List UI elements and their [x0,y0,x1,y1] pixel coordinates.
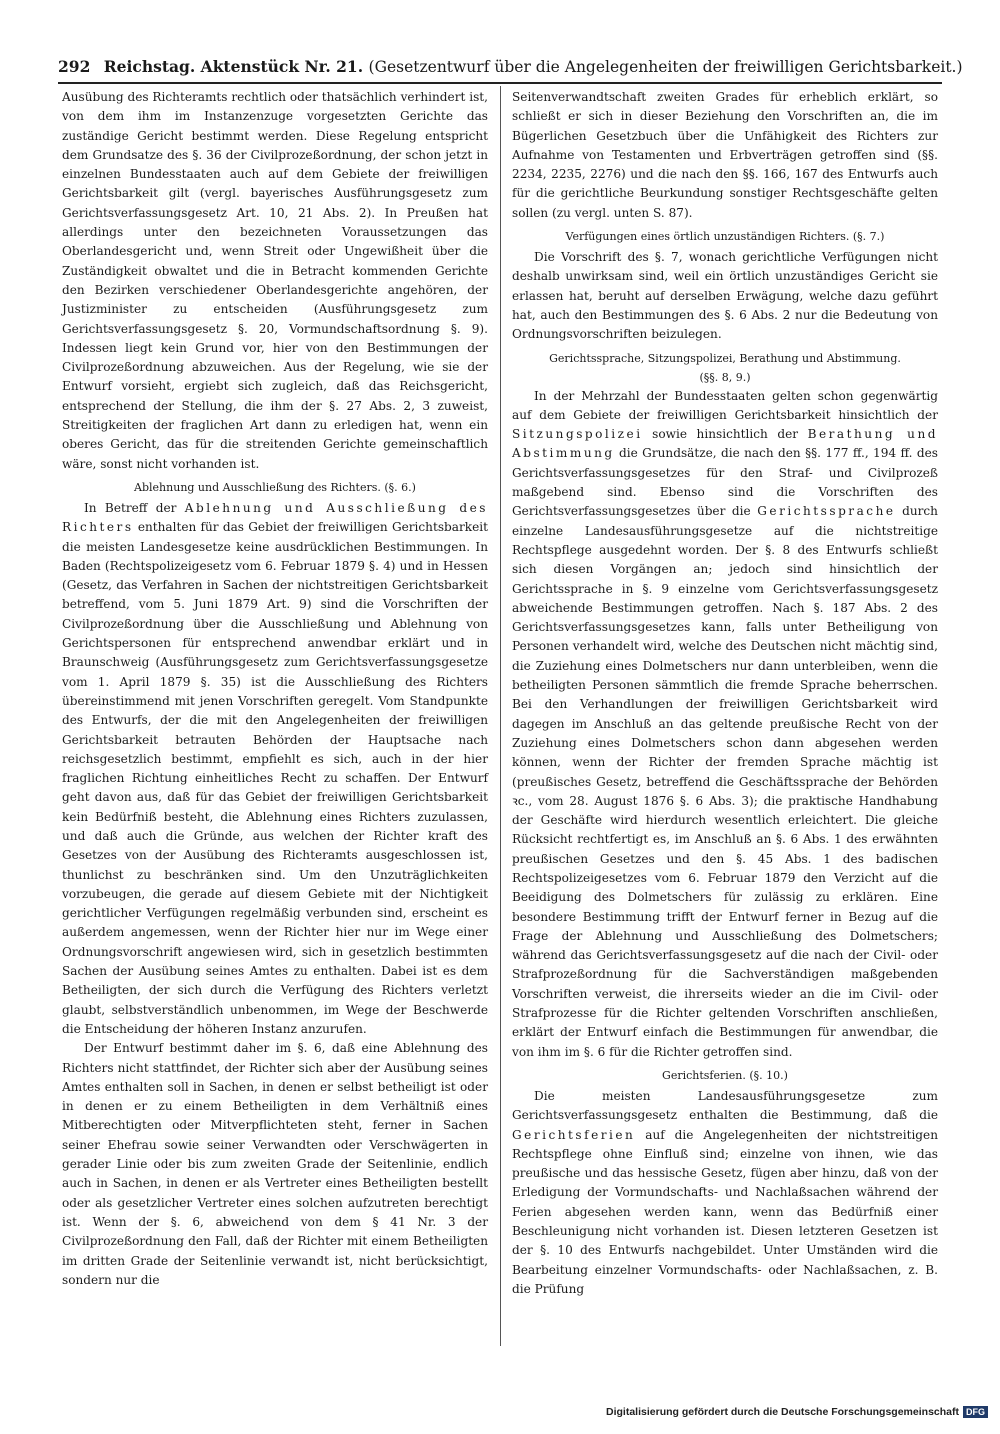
page-header [58,56,963,78]
paragraph: Der Entwurf bestimmt daher im §. 6, daß eine Ablehnung des Richters nicht stattfindet, der Richter sich aber der Ausübung seines Amtes enthalten soll in Sachen, in denen er selbst betheiligt ist oder in denen er zu einem Betheiligten in dem Verhältniß eines Mitberechtigten oder Mitverpflichteten steht, ferner in Sachen seiner Ehefrau sowie seiner Verwandten oder Verschwägerten in gerader Linie oder bis zum zweiten Grade der Seitenlinie, endlich auch in Sachen, in denen er als Vertreter eines Betheiligten bestellt oder als gesetzlicher Vertreter eines solchen aufzutreten berechtigt ist. Wenn der §. 6, abweichend von dem § 41 Nr. 3 der Civilprozeßordnung den Fall, daß der Richter mit einem Betheiligten im dritten Grade der Seitenlinie verwandt ist, nicht berücksichtigt, sondern nur die [62,1041,488,1287]
header-rule [58,82,942,84]
paragraph [512,1087,938,1299]
emphasized-text: Berathung und Abstimmung [512,427,938,461]
section-heading-line: Gerichtssprache, Sitzungspolizei, Berathung und Abstimmung. [549,351,901,365]
right-column [512,88,938,1299]
paragraph-text: die Grundsätze, die nach den §§. 177 ff., 194 ff. des Gerichtsverfassungsgesetzes für den Straf- und Civilprozeß maßgebend sind. Ebenso sind die Vorschriften des Gerichtsverfassungsgesetzes über die [512,446,938,519]
paragraph [62,499,488,1039]
credit-text: Digitalisierung gefördert durch die Deutsche Forschungsgemeinschaft [606,1406,959,1418]
section-heading: Ablehnung und Ausschließung des Richters. (§. 6.) [134,480,416,494]
left-column [62,88,488,1290]
section-heading [512,349,938,387]
section-heading: Verfügungen eines örtlich unzuständigen Richters. (§. 7.) [565,230,885,244]
paragraph: Ausübung des Richteramts rechtlich oder thatsächlich verhindert ist, von dem ihm im Instanzenzuge vorgesetzten Gerichte das zuständige Gericht bestimmt werden. Diese Regelung entspricht dem Grundsatze des §. 36 der Civilprozeßordnung, der schon jetzt in einzelnen Bundesstaaten auch auf dem Gebiete der freiwilligen Gerichtsbarkeit gilt (vergl. bayerisches Ausführungsgesetz zum Gerichtsverfassungsgesetz Art. 10, 21 Abs. 2). In Preußen hat allerdings unter den bezeichneten Voraussetzungen das Oberlandesgericht und, wenn Streit oder Ungewißheit über die Zuständigkeit obwaltet und die in Betracht kommenden Gerichte den Bezirken verschiedener Oberlandesgerichte angehören, der Justizminister zu entscheiden (Ausführungsgesetz zum Gerichtsverfassungsgesetz §. 20, Vormundschaftsordnung §. 9). Indessen liegt kein Grund vor, hier von den Bestimmungen der Civilprozeßordnung abzuweichen. Aus der Regelung, wie sie der Entwurf vorsieht, ergiebt sich zugleich, daß das Reichsgericht, entsprechend der Stellung, die ihm der §. 27 Abs. 2, 3 zuweist, Streitigkeiten der fraglichen Art dann zu erledigen hat, wenn ein oberes Gericht, das für die streitenden Gerichte gemeinschaftlich wäre, sonst nicht vorhanden ist. [62,90,488,471]
page-title: Reichstag. Aktenstück Nr. 21. [103,57,364,76]
section-heading: Gerichtsferien. (§. 10.) [662,1068,788,1082]
paragraph-text: sowie hinsichtlich der [652,427,799,442]
dfg-logo: DFG [963,1406,988,1418]
emphasized-text: Gerichtssprache [757,504,896,519]
paragraph [512,387,938,1062]
page-subtitle: (Gesetzentwurf über die Angelegenheiten der freiwilligen Gerichtsbarkeit.) [368,58,963,76]
paragraph-text: In Betreff der [84,500,177,515]
paragraph-text: Die meisten Landesausführungsgesetze zum Gerichtsverfassungsgesetz enthalten die Bestimmung, daß die [512,1088,938,1123]
emphasized-text: Gerichtsferien [512,1127,636,1142]
paragraph-text: enthalten für das Gebiet der freiwilligen Gerichtsbarkeit die meisten Landesgesetze keine ausdrücklichen Bestimmungen. In Baden (Rechtspolizeigesetz vom 6. Februar 1879 §. 4) und in Hessen (Gesetz, das Verfahren in Sachen der nichtstreitigen Gerichtsbarkeit betreffend, vom 5. Juni 1879 Art. 9) sind die Vorschriften der Civilprozeßordnung über die Ausschließung und Ablehnung von Gerichtspersonen für entsprechend anwendbar erklärt und in Braunschweig (Ausführungsgesetz zum Gerichtsverfassungsgesetze vom 1. April 1879 §. 35) ist die Ausschließung des Richters übereinstimmend mit jenen Vorschriften geregelt. Vom Standpunkte des Entwurfs, der die mit den Angelegenheiten der freiwilligen Gerichtsbarkeit betrauten Behörden der Hauptsache nach reichsgesetzlich bestimmt, empfiehlt es sich, auch in der hier fraglichen Richtung einheitliches Recht zu schaffen. Der Entwurf geht davon aus, daß für das Gebiet der freiwilligen Gerichtsbarkeit kein Bedürfniß besteht, die Ablehnung eines Richters zuzulassen, und daß auch die Gründe, aus welchen der Richter kraft des Gesetzes von der Ausübung des Richteramts ausgeschlossen ist, thunlichst zu beschränken sind. Um den Unzuträglichkeiten vorzubeugen, die gerade auf diesem Gebiete mit der Nichtigkeit gerichtlicher Verfügungen regelmäßig verbunden sind, erscheint es außerdem angemessen, wenn der Richter hier nur im Wege einer Ordnungsvorschrift angewiesen wird, sich in gesetzlich bestimmten Sachen der Ausübung seines Amtes zu enthalten. Dabei ist es dem Betheiligten, der sich durch die Verfügung des Richters verletzt glaubt, selbstverständlich unbenommen, im Wege der Beschwerde die Entscheidung der höheren Instanz anzurufen. [62,520,488,1036]
paragraph-text: auf die Angelegenheiten der nichtstreitigen Rechtspflege ohne Einfluß sind; einzelne von ihnen, wie das preußische und das hessische Gesetz, fügen aber hinzu, daß von der Erledigung der Vormundschafts- und Nachlaßsachen während der Ferien abgesehen werden kann, wenn das Bedürfniß einer Beschleunigung nicht vorhanden ist. Diesen letzteren Gesetzen ist der §. 10 des Entwurfs nachgebildet. Unter Umständen wird die Bearbeitung einzelner Vormundschafts- oder Nachlaßsachen, z. B. die Prüfung [512,1127,938,1296]
paragraph: Die Vorschrift des §. 7, wonach gerichtliche Verfügungen nicht deshalb unwirksam sind, weil ein örtlich unzuständiges Gericht sie erlassen hat, beruht auf derselben Erwägung, welche dazu geführt hat, auch den Bestimmungen des §. 6 Abs. 2 nur die Bedeutung von Ordnungsvorschriften beizulegen. [512,250,938,342]
page-number: 292 [58,57,91,76]
paragraph-text: In der Mehrzahl der Bundesstaaten gelten schon gegenwärtig auf dem Gebiete der freiwilligen Gerichtsbarkeit hinsichtlich der [512,388,938,422]
column-divider [500,86,501,1346]
emphasized-text: Ablehnung und Ausschließung des Richters [62,500,488,535]
paragraph: Seitenverwandtschaft zweiten Grades für erheblich erklärt, so schließt er sich in dieser Beziehung den Vorschriften an, die im Bügerlichen Gesetzbuch über die Unfähigkeit des Richters zur Aufnahme von Testamenten und Erbverträgen getroffen sind (§§. 2234, 2235, 2276) und die nach den §§. 166, 167 des Entwurfs auch für die gerichtliche Beurkundung sonstiger Rechtsgeschäfte gelten sollen (zu vergl. unten S. 87). [512,90,938,220]
digitization-credit [606,1406,988,1418]
section-heading-line: (§§. 8, 9.) [699,370,751,384]
emphasized-text: Sitzungspolizei [512,427,643,442]
paragraph-text: durch einzelne Landesausführungsgesetze auf die nichtstreitige Rechtspflege ausgedehnt worden. Der §. 8 des Entwurfs schließt sich diesen Vorgängen an; jedoch sind hinsichtlich der Gerichtssprache in §. 9 einzelne vom Gerichtsverfassungsgesetz abweichende Bestimmungen getroffen. Nach §. 187 Abs. 2 des Gerichtsverfassungsgesetzes kann, falls unter Betheiligung von Personen verhandelt wird, welche des Deutschen nicht mächtig sind, die Zuziehung eines Dolmetschers nur dann unterbleiben, wenn die betheiligten Personen sämmtlich die fremde Sprache beherrschen. Bei den Verhandlungen der freiwilligen Gerichtsbarkeit wird dagegen im Anschluß an das geltende preußische Recht von der Zuziehung eines Dolmetschers schon dann abgesehen werden können, wenn der Richter der fremden Sprache mächtig ist (preußisches Gesetz, betreffend die Geschäftssprache der Behörden ꝛc., vom 28. August 1876 §. 6 Abs. 3); die praktische Handhabung der Geschäfte wird hierdurch wesentlich erleichtert. Die gleiche Rücksicht rechtfertigt es, im Anschluß an §. 6 Abs. 1 des erwähnten preußischen Gesetzes und den §. 45 Abs. 1 des badischen Rechtspolizeigesetzes vom 6. Februar 1879 den Verzicht auf die Beeidigung des Dolmetschers für zulässig zu erklären. Eine besondere Bestimmung trifft der Entwurf ferner in Bezug auf die Frage der Ablehnung und Ausschließung des Dolmetschers; während das Gerichtsverfassungsgesetz auf die nach der Civil- oder Strafprozeßordnung für die Sachverständigen maßgebenden Vorschriften verweist, die ihrerseits wieder an die im Civil- oder Strafprozesse für die Richter geltenden Vorschriften anschließen, erklärt der Entwurf einfach die Bestimmungen für anwendbar, die von ihm im §. 6 für die Richter getroffen sind. [512,504,938,1059]
